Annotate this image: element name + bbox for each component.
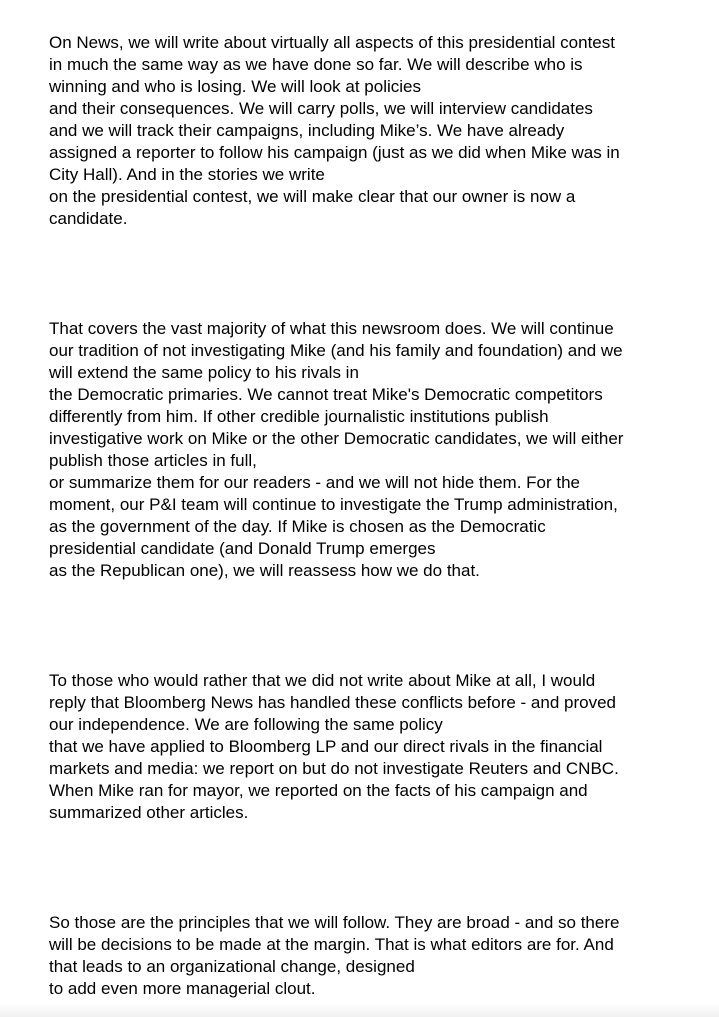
text-line: as the government of the day. If Mike is chosen as the Democratic <box>49 517 546 536</box>
text-line: and we will track their campaigns, including Mike’s. We have already <box>49 121 565 140</box>
text-line: our independence. We are following the same policy <box>49 715 443 734</box>
text-line: the Democratic primaries. We cannot treat Mike's Democratic competitors <box>49 385 603 404</box>
text-line: and their consequences. We will carry polls, we will interview candidates <box>49 99 593 118</box>
text-line: candidate. <box>49 209 128 228</box>
text-line: or summarize them for our readers - and we will not hide them. For the <box>49 473 580 492</box>
paragraph-principles <box>49 912 709 1000</box>
text-line: On News, we will write about virtually all aspects of this presidential contest <box>49 33 615 52</box>
text-line: summarized other articles. <box>49 803 249 822</box>
text-line: that we have applied to Bloomberg LP and our direct rivals in the financial <box>49 737 603 756</box>
text-line: differently from him. If other credible journalistic institutions publish <box>49 407 549 426</box>
text-line: moment, our P&I team will continue to investigate the Trump administration, <box>49 495 618 514</box>
page-bottom-edge <box>0 1003 719 1017</box>
text-line: markets and media: we report on but do not investigate Reuters and CNBC. <box>49 759 619 778</box>
text-line: assigned a reporter to follow his campaign (just as we did when Mike was in <box>49 143 620 162</box>
text-line: presidential candidate (and Donald Trump emerges <box>49 539 436 558</box>
paragraph-news-coverage <box>49 32 709 230</box>
paragraph-independence <box>49 670 709 824</box>
text-line: When Mike ran for mayor, we reported on the facts of his campaign and <box>49 781 588 800</box>
text-line: in much the same way as we have done so far. We will describe who is <box>49 55 583 74</box>
text-line: will extend the same policy to his rivals in <box>49 363 359 382</box>
text-line: that leads to an organizational change, designed <box>49 957 415 976</box>
text-line: So those are the principles that we will follow. They are broad - and so there <box>49 913 620 932</box>
text-line: That covers the vast majority of what this newsroom does. We will continue <box>49 319 614 338</box>
text-line: to add even more managerial clout. <box>49 979 316 998</box>
text-line: City Hall). And in the stories we write <box>49 165 325 184</box>
text-line: our tradition of not investigating Mike (and his family and foundation) and we <box>49 341 623 360</box>
text-line: will be decisions to be made at the margin. That is what editors are for. And <box>49 935 614 954</box>
text-line: investigative work on Mike or the other Democratic candidates, we will either <box>49 429 624 448</box>
paragraph-investigation-policy <box>49 318 709 582</box>
text-line: winning and who is losing. We will look at policies <box>49 77 421 96</box>
text-line: as the Republican one), we will reassess how we do that. <box>49 561 480 580</box>
text-line: To those who would rather that we did not write about Mike at all, I would <box>49 671 596 690</box>
text-line: on the presidential contest, we will make clear that our owner is now a <box>49 187 576 206</box>
text-line: publish those articles in full, <box>49 451 257 470</box>
text-line: reply that Bloomberg News has handled these conflicts before - and proved <box>49 693 616 712</box>
